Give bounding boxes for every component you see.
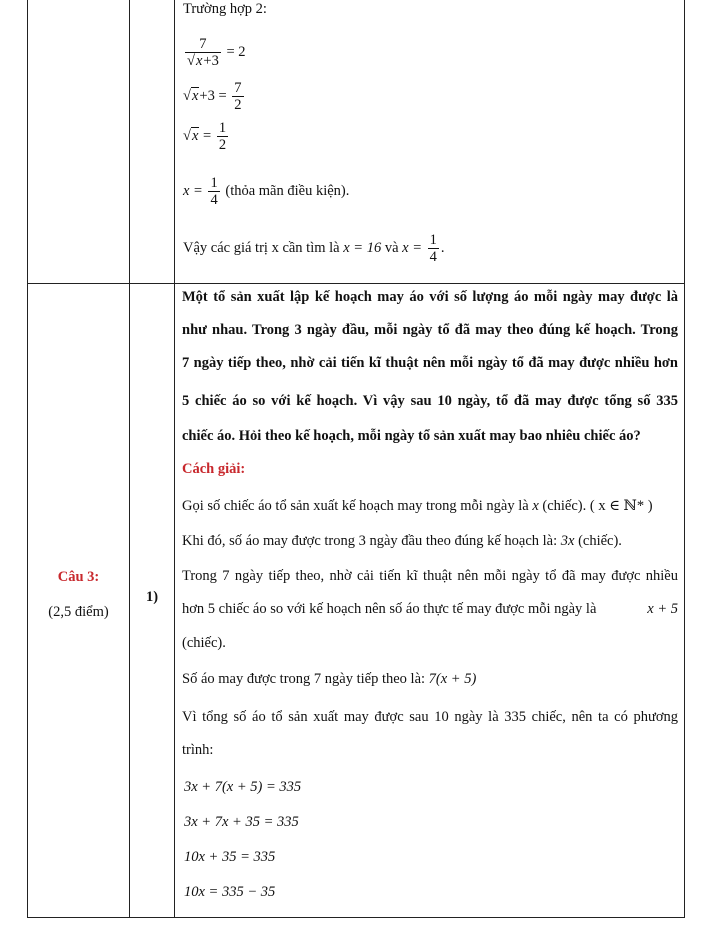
table-border-col2 (174, 0, 175, 918)
equation-line: 10x + 35 = 335 (184, 849, 276, 865)
solution-line-3c: (chiếc). (182, 635, 226, 651)
case2-heading: Trường hợp 2: (183, 1, 267, 17)
equation-line: 3x + 7(x + 5) = 335 (184, 779, 302, 795)
case2-equation-4: x = $\frac{1}{4}$ (thỏa mãn điều kiện). (183, 175, 350, 208)
solution-line-3b: hơn 5 chiếc áo so với kế hoạch nên số áo thực tế may được mỗi ngày là x + 5 (182, 601, 678, 617)
case2-equation-2: √x+3 = $\frac{7}{2}$ (183, 80, 242, 113)
fraction: $\frac{7}{√x+3}$ (187, 36, 219, 69)
case2-equation-1: $\frac{7}{√x+3}$ = 2 (187, 36, 246, 69)
question-label: Câu 3: (57, 569, 100, 585)
problem-line: Một tổ sản xuất lập kế hoạch may áo với số lượng áo mỗi ngày may được là (182, 289, 678, 305)
equation-line: 10x = 335 − 35 (184, 884, 276, 900)
solution-line-3: Trong 7 ngày tiếp theo, nhờ cải tiến kĩ thuật nên mỗi ngày tổ đã may được nhiều (182, 568, 678, 584)
fraction: $\frac{1}{4}$ (429, 232, 437, 265)
question-points: (2,5 điểm) (48, 604, 109, 620)
table-border-col1 (129, 0, 130, 918)
table-border-left (27, 0, 28, 918)
solution-heading: Cách giải: (182, 461, 246, 477)
case2-conclusion: Vậy các giá trị x cần tìm là x = 16 và x = $\frac{1}{4}$ . (183, 232, 445, 265)
problem-line: như nhau. Trong 3 ngày đầu, mỗi ngày tổ đã may theo đúng kế hoạch. Trong (182, 322, 678, 338)
equation-line: 3x + 7x + 35 = 335 (184, 814, 299, 830)
solution-line-2: Khi đó, số áo may được trong 3 ngày đầu theo đúng kế hoạch là: 3x (chiếc). (182, 533, 622, 549)
question-part: 1) (145, 589, 159, 605)
table-border-right (684, 0, 685, 918)
solution-line-4: Số áo may được trong 7 ngày tiếp theo là: 7(x + 5) (182, 671, 477, 687)
solution-line-5: Vì tổng số áo tổ sản xuất may được sau 10 ngày là 335 chiếc, nên ta có phương (182, 709, 678, 725)
case2-equation-3: √x = $\frac{1}{2}$ (183, 120, 227, 153)
problem-line: 7 ngày tiếp theo, nhờ cải tiến kĩ thuật nên mỗi ngày tổ đã may được nhiều hơn (182, 355, 678, 371)
table-border-bottom (27, 917, 685, 918)
fraction: $\frac{1}{2}$ (218, 120, 227, 153)
problem-line: 5 chiếc áo so với kế hoạch. Vì vậy sau 10 ngày, tổ đã may được tổng số 335 (182, 393, 678, 409)
fraction: $\frac{7}{2}$ (234, 80, 242, 113)
solution-line-1: Gọi số chiếc áo tổ sản xuất kế hoạch may trong mỗi ngày là x (chiếc). ( x ∈ ℕ* ) (182, 498, 653, 514)
problem-line: chiếc áo. Hỏi theo kế hoạch, mỗi ngày tổ sản xuất may bao nhiêu chiếc áo? (182, 428, 641, 444)
solution-line-5b: trình: (182, 742, 214, 758)
fraction: $\frac{1}{4}$ (210, 175, 218, 208)
row-divider (27, 283, 685, 284)
